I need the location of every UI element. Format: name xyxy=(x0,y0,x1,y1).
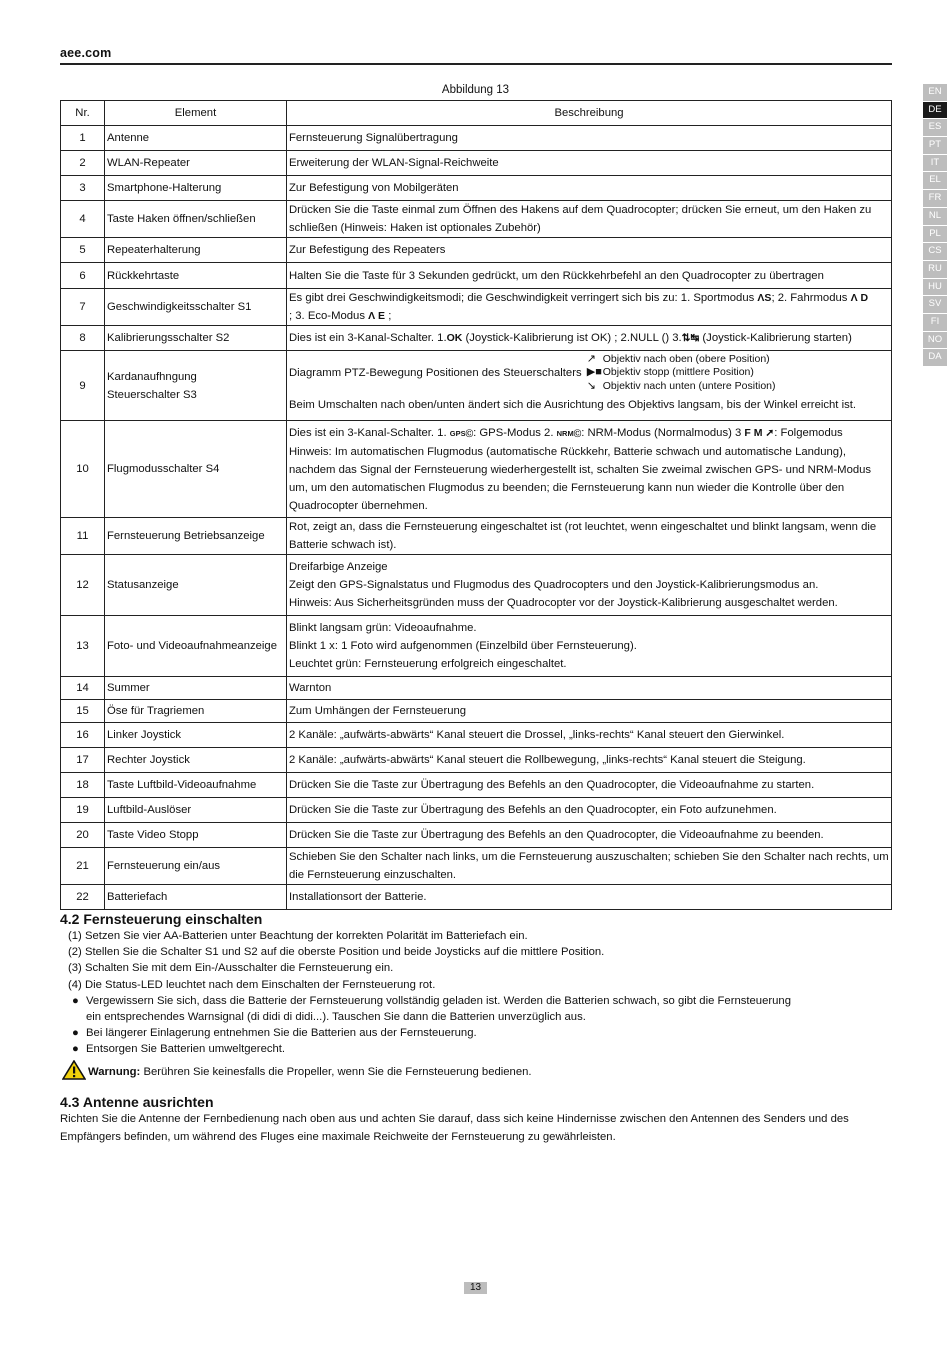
row-description: 2 Kanäle: „aufwärts-abwärts“ Kanal steuert die Drossel, „links-rechts“ Kanal steuert den Gierwinkel. xyxy=(287,723,892,748)
row-element: Rechter Joystick xyxy=(105,748,287,773)
table-row xyxy=(61,289,892,326)
row-nr: 10 xyxy=(61,421,105,518)
ptz-diagram xyxy=(587,353,776,394)
row-nr: 4 xyxy=(61,201,105,238)
row-description: Zur Befestigung von Mobilgeräten xyxy=(287,176,892,201)
row-description: Drücken Sie die Taste zur Übertragung des Befehls an den Quadrocopter, die Videoaufnahme zu beenden. xyxy=(287,823,892,848)
table-row xyxy=(61,616,892,677)
flightmode-note: Hinweis: Im automatischen Flugmodus (automatische Rückkehr, Batterie schwach und automatische Landung), nachdem das Signal der Fernsteuerung wiederhergestellt ist, schalten Sie zweimal zwischen GPS- und NRM-Modus um, um den automatischen Flugmodus zu beenden; die Fernsteuerung kann nun wieder die Kontrolle über den Quadrocopter übernehmen. xyxy=(289,445,872,512)
row-nr: 8 xyxy=(61,326,105,351)
row-element: Repeaterhalterung xyxy=(105,238,287,263)
element-table xyxy=(60,100,892,910)
language-tab-es[interactable]: ES xyxy=(923,119,947,137)
language-tab-el[interactable]: EL xyxy=(923,172,947,190)
table-row xyxy=(61,263,892,289)
row-nr: 1 xyxy=(61,126,105,151)
row-description: Schieben Sie den Schalter nach links, um die Fernsteuerung auszuschalten; schieben Sie den Schalter nach rechts, um die Fernsteuerung einzuschalten. xyxy=(287,848,892,885)
row-description: Warnton xyxy=(287,677,892,700)
row-description xyxy=(287,421,892,518)
header-rule xyxy=(60,63,892,65)
table-row xyxy=(61,677,892,700)
ptz-text: Diagramm PTZ-Bewegung Positionen des Steuerschalters xyxy=(289,366,582,379)
language-tab-no[interactable]: NO xyxy=(923,332,947,350)
table-row xyxy=(61,238,892,263)
drive-mode-icon: Λ D xyxy=(850,292,869,304)
nrm-icon: NRMⒸ xyxy=(556,428,582,438)
table-row xyxy=(61,351,892,421)
bullet-item xyxy=(60,1025,892,1041)
eco-mode-end: ; xyxy=(388,310,392,322)
language-tab-da[interactable]: DA xyxy=(923,349,947,367)
table-row xyxy=(61,176,892,201)
row-nr: 17 xyxy=(61,748,105,773)
step-item: (2) Stellen Sie die Schalter S1 und S2 auf die oberste Position und beide Joysticks auf die mittlere Position. xyxy=(68,946,605,959)
row-nr: 11 xyxy=(61,518,105,555)
bullet-text: Vergewissern Sie sich, dass die Batterie der Fernsteuerung vollständig geladen ist. Werden die Batterien schwach, so gibt die Fernsteuerung ein entsprechendes Warnsignal (di didi di didi...). Tauschen Sie dann die Batterien unverzüglich aus. xyxy=(86,994,791,1024)
bullet-icon: ● xyxy=(72,1043,79,1056)
calibration-text-3: (Joystick-Kalibrierung starten) xyxy=(702,332,852,344)
ptz-stop-row xyxy=(587,366,754,378)
status-line: Hinweis: Aus Sicherheitsgründen muss der Quadrocopter vor der Joystick-Kalibrierung ausgeschaltet werden. xyxy=(289,597,838,609)
gps-icon: GPSⒸ xyxy=(449,428,474,438)
row-description xyxy=(287,351,892,421)
header-nr: Nr. xyxy=(61,101,105,126)
section-4-2-body xyxy=(60,928,892,1080)
row-description xyxy=(287,555,892,616)
warning-line xyxy=(60,1060,892,1080)
section-4-3-title: 4.3 Antenne ausrichten xyxy=(60,1094,214,1110)
indicator-line: Blinkt langsam grün: Videoaufnahme. xyxy=(289,622,477,634)
row-element: Foto- und Videoaufnahmeanzeige xyxy=(105,616,287,677)
row-element: Flugmodusschalter S4 xyxy=(105,421,287,518)
table-row xyxy=(61,848,892,885)
bullet-icon: ● xyxy=(72,994,79,1007)
row-element: Taste Haken öffnen/schließen xyxy=(105,201,287,238)
row-description: Fernsteuerung Signalübertragung xyxy=(287,126,892,151)
row-element: Smartphone-Halterung xyxy=(105,176,287,201)
status-line: Dreifarbige Anzeige xyxy=(289,561,388,573)
header-element: Element xyxy=(105,101,287,126)
row-element: Batteriefach xyxy=(105,885,287,910)
row-description: 2 Kanäle: „aufwärts-abwärts“ Kanal steuert die Rollbewegung, „links-rechts“ Kanal steuert die Steigung. xyxy=(287,748,892,773)
row-description: Drücken Sie die Taste zur Übertragung des Befehls an den Quadrocopter, die Videoaufnahme zu starten. xyxy=(287,773,892,798)
row-nr: 19 xyxy=(61,798,105,823)
row-element: Fernsteuerung Betriebsanzeige xyxy=(105,518,287,555)
row-nr: 7 xyxy=(61,289,105,326)
figure-caption: Abbildung 13 xyxy=(441,84,510,96)
language-tab-pt[interactable]: PT xyxy=(923,137,947,155)
table-row xyxy=(61,823,892,848)
ptz-down-label: Objektiv nach unten (untere Position) xyxy=(602,379,776,392)
brand-logo: aee.com xyxy=(60,46,112,60)
row-nr: 12 xyxy=(61,555,105,616)
warning-label: Warnung: xyxy=(88,1065,141,1078)
language-tab-pl[interactable]: PL xyxy=(923,226,947,244)
row-element: Luftbild-Auslöser xyxy=(105,798,287,823)
step-item: (3) Schalten Sie mit dem Ein-/Ausschalter die Fernsteuerung ein. xyxy=(68,962,394,975)
table-row xyxy=(61,151,892,176)
language-tab-it[interactable]: IT xyxy=(923,155,947,173)
warning-text: Berühren Sie keinesfalls die Propeller, wenn Sie die Fernsteuerung bedienen. xyxy=(143,1065,532,1078)
table-row xyxy=(61,700,892,723)
table-row xyxy=(61,326,892,351)
calibration-start-icon: ⇅↹ xyxy=(681,332,700,344)
row-element: Öse für Tragriemen xyxy=(105,700,287,723)
row-element: Taste Luftbild-Videoaufnahme xyxy=(105,773,287,798)
row-nr: 5 xyxy=(61,238,105,263)
gps-mode-text: : GPS-Modus 2. xyxy=(473,426,554,439)
row-element xyxy=(105,351,287,421)
row-nr: 14 xyxy=(61,677,105,700)
row-nr: 3 xyxy=(61,176,105,201)
row-nr: 21 xyxy=(61,848,105,885)
row-element: Summer xyxy=(105,677,287,700)
language-tab-hu[interactable]: HU xyxy=(923,279,947,297)
indicator-line: Leuchtet grün: Fernsteuerung erfolgreich eingeschaltet. xyxy=(289,658,567,670)
table-row xyxy=(61,421,892,518)
ptz-stop-label: Objektiv stopp (mittlere Position) xyxy=(602,366,754,379)
row-description: Installationsort der Batterie. xyxy=(287,885,892,910)
bullet-item xyxy=(60,1041,892,1057)
ptz-note: Beim Umschalten nach oben/unten ändert sich die Ausrichtung des Objektivs langsam, bis der Winkel erreicht ist. xyxy=(289,399,857,412)
row-description: Erweiterung der WLAN-Signal-Reichweite xyxy=(287,151,892,176)
language-tab-de[interactable]: DE xyxy=(923,102,947,120)
status-line: Zeigt den GPS-Signalstatus und Flugmodus des Quadrocopters und den Joystick-Kalibrierungsmodus an. xyxy=(289,579,819,591)
row-nr: 16 xyxy=(61,723,105,748)
calibration-text-2: (Joystick-Kalibrierung ist OK) ; 2.NULL () 3. xyxy=(465,332,682,344)
eco-mode-icon: Λ E xyxy=(368,310,386,322)
arrow-down-icon: ↘ xyxy=(586,379,596,392)
table-row xyxy=(61,555,892,616)
row-element: Geschwindigkeitsschalter S1 xyxy=(105,289,287,326)
bullet-icon: ● xyxy=(72,1027,79,1040)
row-description: Zum Umhängen der Fernsteuerung xyxy=(287,700,892,723)
table-row xyxy=(61,798,892,823)
table-row xyxy=(61,201,892,238)
calibration-text: Dies ist ein 3-Kanal-Schalter. 1. xyxy=(289,332,447,344)
header-description: Beschreibung xyxy=(287,101,892,126)
follow-mode-icon: F M ➚ xyxy=(744,426,775,439)
section-4-3-text: Richten Sie die Antenne der Fernbedienung nach oben aus und achten Sie darauf, dass sich keine Hindernisse zwischen den Antennen des Senders und des Empfängers befinden, um während des Fluges eine maximale Reichweite der Fernsteuerung zu gewährleisten. xyxy=(60,1113,849,1143)
row-description: Drücken Sie die Taste zur Übertragung des Befehls an den Quadrocopter, ein Foto aufzunehmen. xyxy=(287,798,892,823)
row-nr: 22 xyxy=(61,885,105,910)
row-description: Zur Befestigung des Repeaters xyxy=(287,238,892,263)
arrow-up-icon: ↗ xyxy=(586,352,596,365)
section-4-2-title: 4.2 Fernsteuerung einschalten xyxy=(60,911,263,927)
row-nr: 9 xyxy=(61,351,105,421)
row-nr: 2 xyxy=(61,151,105,176)
row-nr: 13 xyxy=(61,616,105,677)
language-tab-nl[interactable]: NL xyxy=(923,208,947,226)
language-tab-fi[interactable]: FI xyxy=(923,314,947,332)
row-element: Fernsteuerung ein/aus xyxy=(105,848,287,885)
row-nr: 15 xyxy=(61,700,105,723)
stop-icon: ▶■ xyxy=(586,366,602,379)
follow-mode-text: : Folgemodus xyxy=(774,426,843,439)
bullet-item xyxy=(60,993,892,1025)
speed-mode-text: Es gibt drei Geschwindigkeitsmodi; die Geschwindigkeit verringert sich bis zu: 1. Sportmodus xyxy=(289,292,755,304)
row-description xyxy=(287,289,892,326)
table-header-row xyxy=(61,101,892,126)
row-element: Linker Joystick xyxy=(105,723,287,748)
row-nr: 6 xyxy=(61,263,105,289)
row-element-line1: Kardanaufhngung xyxy=(107,370,197,383)
bullet-text: Entsorgen Sie Batterien umweltgerecht. xyxy=(86,1043,286,1056)
row-element: WLAN-Repeater xyxy=(105,151,287,176)
language-tab-sv[interactable]: SV xyxy=(923,296,947,314)
row-element: Statusanzeige xyxy=(105,555,287,616)
row-description: Rot, zeigt an, dass die Fernsteuerung eingeschaltet ist (rot leuchtet, wenn eingeschaltet und blinkt langsam, wenn die Batterie schwach ist). xyxy=(287,518,892,555)
page-number: 13 xyxy=(464,1282,487,1294)
table-row xyxy=(61,518,892,555)
row-description xyxy=(287,326,892,351)
language-tab-ru[interactable]: RU xyxy=(923,261,947,279)
row-nr: 18 xyxy=(61,773,105,798)
table-row xyxy=(61,773,892,798)
ptz-up-row xyxy=(587,353,770,365)
row-element: Rückkehrtaste xyxy=(105,263,287,289)
bullet-text: Bei längerer Einlagerung entnehmen Sie die Batterien aus der Fernsteuerung. xyxy=(86,1027,477,1040)
language-tab-en[interactable]: EN xyxy=(923,84,947,102)
table-row xyxy=(61,885,892,910)
flightmode-text: Dies ist ein 3-Kanal-Schalter. 1. xyxy=(289,426,447,439)
ptz-up-label: Objektiv nach oben (obere Position) xyxy=(602,352,770,365)
warning-icon xyxy=(62,1060,86,1080)
indicator-line: Blinkt 1 x: 1 Foto wird aufgenommen (Einzelbild über Fernsteuerung). xyxy=(289,640,637,652)
row-element: Antenne xyxy=(105,126,287,151)
table-row xyxy=(61,723,892,748)
row-nr: 20 xyxy=(61,823,105,848)
nrm-mode-text: : NRM-Modus (Normalmodus) 3 xyxy=(581,426,742,439)
sport-mode-icon: ΛS xyxy=(757,292,772,304)
ptz-down-row xyxy=(587,380,776,392)
eco-mode-text: ; 3. Eco-Modus xyxy=(289,310,365,322)
row-description: Drücken Sie die Taste einmal zum Öffnen des Hakens auf dem Quadrocopter; drücken Sie erneut, um den Haken zu schließen (Hinweis: Haken ist optionales Zubehör) xyxy=(287,201,892,238)
row-description xyxy=(287,616,892,677)
table-row xyxy=(61,126,892,151)
row-element: Kalibrierungsschalter S2 xyxy=(105,326,287,351)
row-element: Taste Video Stopp xyxy=(105,823,287,848)
language-sidebar xyxy=(923,84,947,367)
ok-icon: OK xyxy=(446,332,463,344)
language-tab-cs[interactable]: CS xyxy=(923,243,947,261)
step-item: (1) Setzen Sie vier AA-Batterien unter Beachtung der korrekten Polarität im Batteriefach ein. xyxy=(68,930,528,942)
language-tab-fr[interactable]: FR xyxy=(923,190,947,208)
table-row xyxy=(61,748,892,773)
drive-mode-text: ; 2. Fahrmodus xyxy=(771,292,848,304)
step-item: (4) Die Status-LED leuchtet nach dem Einschalten der Fernsteuerung rot. xyxy=(68,978,436,991)
row-description: Halten Sie die Taste für 3 Sekunden gedrückt, um den Rückkehrbefehl an den Quadrocopter zu übertragen xyxy=(287,263,892,289)
row-element-line2: Steuerschalter S3 xyxy=(107,388,197,401)
